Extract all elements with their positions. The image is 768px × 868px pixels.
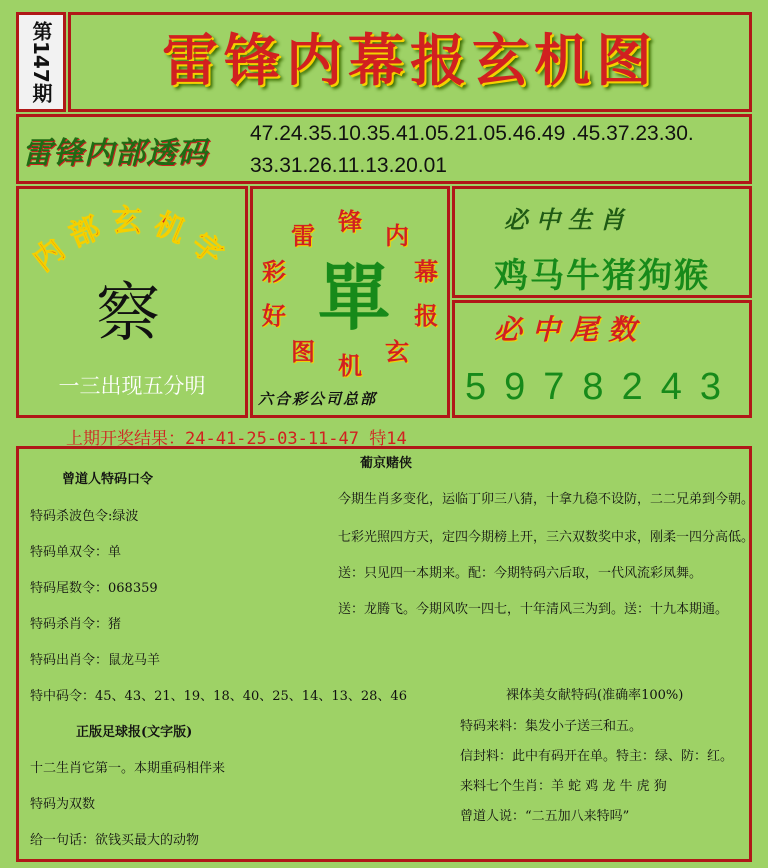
numbers-label: 雷锋内部透码: [22, 136, 208, 171]
ring-char: 图: [290, 338, 315, 367]
numbers-list: [250, 118, 748, 182]
left-line-6: 特中码令：45、43、21、19、18、40、25、14、13、28、46: [30, 689, 407, 704]
left-line-5: 特码出肖令：鼠龙马羊: [30, 653, 161, 668]
mystery-character: 察: [96, 277, 160, 351]
right-bottom-line-0: 裸体美女献特码(准确率100%): [506, 688, 684, 703]
left-line-1: 特码杀波色令:绿波: [30, 509, 139, 524]
last-result: 上期开奖结果：24-41-25-03-11-47 特14: [66, 429, 407, 449]
right-bottom-line-4: 曾道人说：“二五加八来特吗”: [460, 809, 630, 824]
left-line-3: 特码尾数令：068359: [30, 581, 158, 596]
right-top-line-2: 送：只见四一本期来。配：今期特码六后取，一代风流彩凤舞。: [338, 566, 703, 581]
tail-heading: 必中尾数: [494, 313, 647, 346]
tail-digits: 5978243: [465, 366, 739, 408]
left-line-10: 给一句话：欲钱买最大的动物: [30, 833, 200, 848]
left-line-2: 特码单双令：单: [30, 545, 122, 560]
right-top-line-1: 七彩光照四方天，定四今期榜上开，三六双数奖中求，刚柔一四分高低。: [338, 530, 755, 545]
right-bottom-line-1: 特码来料：集发小子送三和五。: [460, 719, 643, 734]
issue-number: 第147期: [16, 12, 66, 112]
right-bottom-line-2: 信封料：此中有码开在单。特主：绿、防：红。: [460, 749, 734, 764]
ring-char: 玄: [385, 338, 410, 367]
numbers-line-1: 47.24.35.10.35.41.05.21.05.46.49 .45.37.23.30.: [250, 122, 694, 145]
ring-char: 雷: [290, 221, 315, 250]
ring-char: 幕: [414, 257, 439, 286]
right-top-line-0: 今期生肖多变化，运临丁卯三八猜，十拿九稳不设防，二二兄弟到今朝。: [338, 492, 755, 507]
ring-char: 好: [261, 302, 286, 331]
ring-char: 彩: [261, 257, 286, 286]
center-heading: 葡京赌侠: [360, 456, 413, 471]
ring-char: 机: [338, 352, 362, 380]
ring-char: 报: [414, 302, 439, 331]
left-line-8: 十二生肖它第一。本期重码相伴来: [30, 761, 226, 776]
center-character: 單: [318, 256, 391, 340]
left-line-7: 正版足球报(文字版): [76, 725, 193, 740]
company-label: 六合彩公司总部: [258, 390, 378, 408]
zodiac-list: 鸡马牛猪狗猴: [494, 256, 710, 296]
page-title: 雷锋内幕报玄机图: [162, 29, 658, 94]
left-line-9: 特码为双数: [30, 797, 96, 812]
mystery-hint: 一三出现五分明: [58, 374, 206, 398]
right-top-line-3: 送：龙腾飞。今期风吹一四七，十年清风三为到。送：十九本期通。: [338, 602, 729, 617]
ring-char: 内: [385, 221, 410, 250]
ring-char: 锋: [338, 208, 362, 236]
zodiac-heading: 必中生肖: [504, 205, 632, 234]
mystery-arc-text: 内部玄机字: [26, 204, 238, 279]
left-line-0: 曾道人特码口令: [62, 472, 154, 487]
right-bottom-line-3: 来料七个生肖：羊 蛇 鸡 龙 牛 虎 狗: [460, 779, 667, 794]
left-line-4: 特码杀肖令：猪: [30, 617, 122, 632]
numbers-line-2: 33.31.26.11.13.20.01: [250, 154, 447, 177]
